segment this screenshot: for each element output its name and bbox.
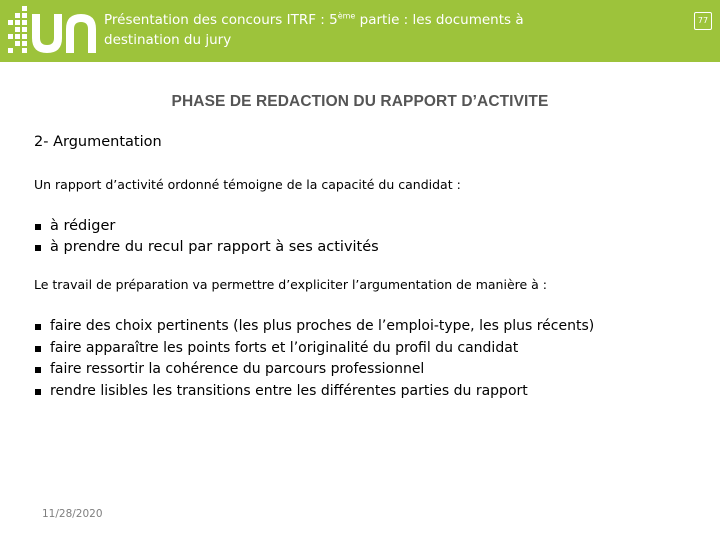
list-item: à prendre du recul par rapport à ses activités [34, 237, 379, 258]
section-title: 2- Argumentation [34, 134, 162, 150]
main-heading: PHASE DE REDACTION DU RAPPORT D’ACTIVITE [171, 93, 549, 110]
list-item: à rédiger [34, 216, 379, 237]
title-line2: destination du jury [104, 32, 232, 48]
slide-date: 11/28/2020 [42, 508, 103, 520]
list-item: faire des choix pertinents (les plus proches de l’emploi-type, les plus récents) [34, 316, 594, 338]
preparation-intro-text: Le travail de préparation va permettre d’expliciter l’argumentation de manière à : [34, 277, 548, 292]
list-item: faire apparaître les points forts et l’originalité du profil du candidat [34, 338, 594, 360]
title-line1-suffix: partie : les documents à [355, 12, 524, 28]
intro-text: Un rapport d’activité ordonné témoigne de la capacité du candidat : [34, 177, 461, 192]
title-line1-superscript: ème [337, 11, 356, 21]
list-item: faire ressortir la cohérence du parcours professionnel [34, 359, 594, 381]
university-logo-icon [8, 4, 98, 58]
header-bar [0, 0, 720, 62]
skills-list [34, 216, 379, 258]
page-number: 77 [694, 12, 712, 30]
presentation-title [104, 10, 584, 50]
list-item: rendre lisibles les transitions entre les différentes parties du rapport [34, 381, 594, 403]
title-line1-prefix: Présentation des concours ITRF : 5 [104, 12, 338, 28]
argumentation-list [34, 316, 594, 402]
